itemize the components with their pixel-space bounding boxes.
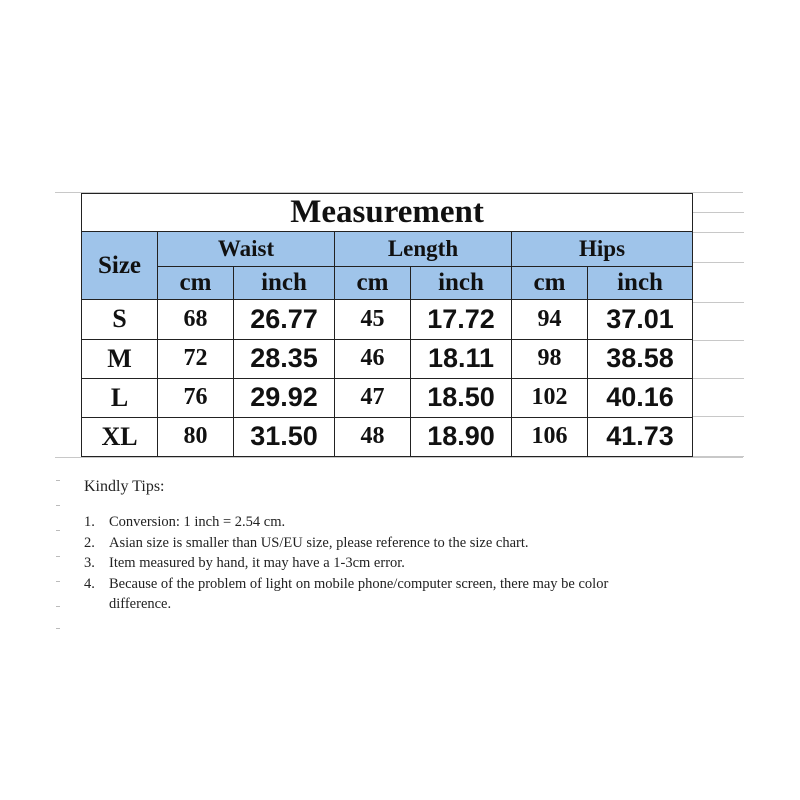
- hips-group-header: Hips: [512, 232, 693, 267]
- length-inch-cell: 18.50: [411, 378, 512, 417]
- length-cm-cell: 46: [335, 339, 411, 378]
- grid-tick: [56, 505, 60, 506]
- size-chart-table: [81, 193, 693, 457]
- grid-tick: [56, 480, 60, 481]
- length-group-header: Length: [335, 232, 512, 267]
- tip-number: 1.: [84, 514, 95, 530]
- hips-cm-cell: 106: [512, 417, 588, 456]
- grid-tick: [56, 581, 60, 582]
- size-column-header: Size: [82, 232, 158, 300]
- tip-number: 2.: [84, 534, 95, 551]
- waist-cm-cell: 76: [158, 378, 234, 417]
- grid-line: [692, 302, 744, 303]
- tip-text: Asian size is smaller than US/EU size, please reference to the size chart.: [109, 534, 529, 551]
- tips-title: Kindly Tips:: [84, 478, 165, 495]
- waist-inch-cell: 28.35: [234, 339, 335, 378]
- unit-header-length-inch: inch: [411, 267, 512, 300]
- size-label: L: [82, 378, 158, 417]
- tip-number: 3.: [84, 555, 95, 571]
- tip-text: Conversion: 1 inch = 2.54 cm.: [109, 514, 286, 530]
- table-title: Measurement: [82, 194, 693, 232]
- grid-line: [692, 212, 744, 213]
- kindly-tips: [84, 478, 724, 615]
- grid-line: [692, 416, 744, 417]
- length-inch-cell: 17.72: [411, 300, 512, 339]
- length-cm-cell: 47: [335, 378, 411, 417]
- grid-tick: [56, 556, 60, 557]
- tip-number: 4.: [84, 575, 95, 592]
- unit-header-waist-inch: inch: [234, 267, 335, 300]
- hips-inch-cell: 40.16: [588, 378, 693, 417]
- hips-inch-cell: 41.73: [588, 417, 693, 456]
- grid-tick: [56, 606, 60, 607]
- hips-cm-cell: 98: [512, 339, 588, 378]
- list-item: [84, 553, 724, 574]
- waist-cm-cell: 72: [158, 339, 234, 378]
- hips-inch-cell: 38.58: [588, 339, 693, 378]
- unit-header-hips-cm: cm: [512, 267, 588, 300]
- grid-line: [692, 232, 744, 233]
- table-row: [82, 339, 693, 378]
- waist-inch-cell: 26.77: [234, 300, 335, 339]
- list-item: [84, 574, 724, 615]
- waist-inch-cell: 31.50: [234, 417, 335, 456]
- size-label: S: [82, 300, 158, 339]
- tip-text: Item measured by hand, it may have a 1-3cm error.: [109, 555, 405, 571]
- size-label: M: [82, 339, 158, 378]
- hips-cm-cell: 102: [512, 378, 588, 417]
- length-inch-cell: 18.11: [411, 339, 512, 378]
- hips-cm-cell: 94: [512, 300, 588, 339]
- waist-cm-cell: 68: [158, 300, 234, 339]
- list-item: [84, 533, 724, 554]
- length-cm-cell: 48: [335, 417, 411, 456]
- size-label: XL: [82, 417, 158, 456]
- unit-header-waist-cm: cm: [158, 267, 234, 300]
- grid-tick: [56, 628, 60, 629]
- grid-line: [692, 262, 744, 263]
- tips-list: [84, 512, 724, 615]
- tip-text: Because of the problem of light on mobile phone/computer screen, there may be color difference.: [109, 575, 609, 612]
- waist-inch-cell: 29.92: [234, 378, 335, 417]
- unit-header-length-cm: cm: [335, 267, 411, 300]
- table-row: [82, 378, 693, 417]
- list-item: [84, 512, 724, 533]
- grid-line: [692, 340, 744, 341]
- waist-group-header: Waist: [158, 232, 335, 267]
- grid-line: [55, 457, 743, 458]
- unit-header-hips-inch: inch: [588, 267, 693, 300]
- hips-inch-cell: 37.01: [588, 300, 693, 339]
- table-row: [82, 300, 693, 339]
- grid-line: [692, 378, 744, 379]
- waist-cm-cell: 80: [158, 417, 234, 456]
- table-row: [82, 417, 693, 456]
- length-cm-cell: 45: [335, 300, 411, 339]
- length-inch-cell: 18.90: [411, 417, 512, 456]
- grid-tick: [56, 530, 60, 531]
